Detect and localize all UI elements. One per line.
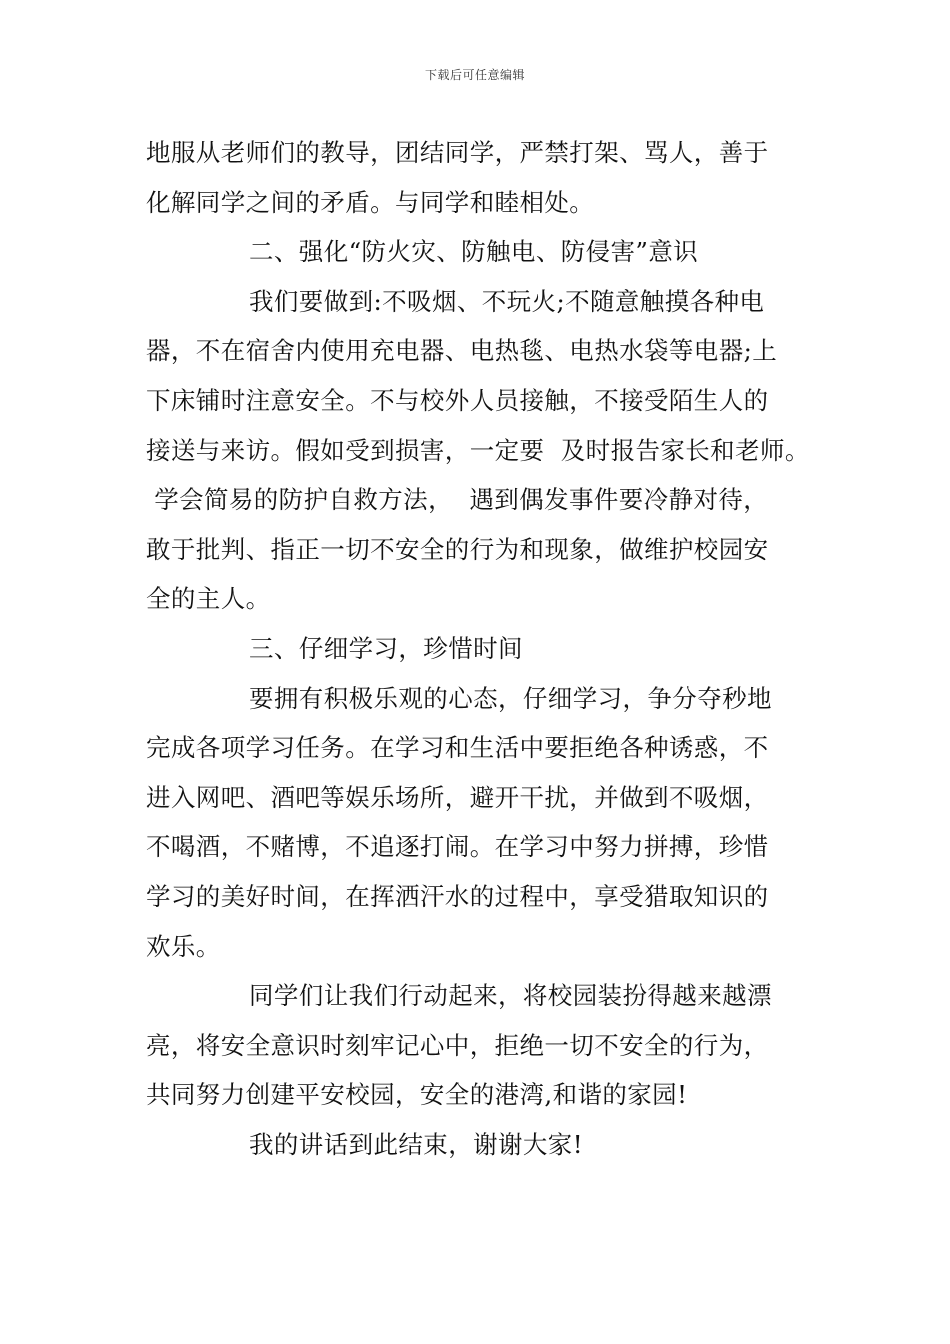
text-line: 学会简易的防护自救方法， 遇到偶发事件要冷静对待， <box>146 485 769 515</box>
document-body <box>146 128 826 1169</box>
paragraph-start: 同学们让我们行动起来，将校园装扮得越来越漂 <box>249 981 772 1011</box>
text-line: 器，不在宿舍内使用充电器、电热毯、电热水袋等电器;上 <box>146 336 778 366</box>
text-line: 学习的美好时间，在挥洒汗水的过程中，享受猎取知识的 <box>146 881 769 911</box>
text-line: 全的主人。 <box>146 584 271 614</box>
text-line: 不喝酒，不赌博，不追逐打闹。在学习中努力拼搏，珍惜 <box>146 832 769 862</box>
text-line: 亮，将安全意识时刻牢记心中，拒绝一切不安全的行为， <box>146 1030 769 1060</box>
text-line: 地服从老师们的教导，团结同学，严禁打架、骂人，善于 <box>146 138 769 167</box>
text-line: 进入网吧、酒吧等娱乐场所，避开干扰，并做到不吸烟， <box>146 782 769 812</box>
paragraph-start: 要拥有积极乐观的心态，仔细学习，争分夺秒地 <box>249 683 772 713</box>
text-line: 共同努力创建平安校园，安全的港湾,和谐的家园! <box>146 1080 688 1110</box>
text-line: 敢于批判、指正一切不安全的行为和现象，做维护校园安 <box>146 534 769 564</box>
text-line: 化解同学之间的矛盾。与同学和睦相处。 <box>146 187 595 217</box>
text-line: 欢乐。 <box>146 931 221 961</box>
section-heading-3: 三、仔细学习，珍惜时间 <box>249 633 523 663</box>
page-header: 下载后可任意编辑 <box>424 68 525 82</box>
paragraph-start: 我们要做到:不吸烟、不玩火;不随意触摸各种电 <box>249 286 765 316</box>
text-line: 下床铺时注意安全。不与校外人员接触，不接受陌生人的 <box>146 385 769 415</box>
text-line: 接送与来访。假如受到损害，一定要 及时报告家长和老师。 <box>146 435 810 465</box>
text-line: 完成各项学习任务。在学习和生活中要拒绝各种诱惑，不 <box>146 733 769 763</box>
section-heading-2: 二、强化“防火灾、防触电、防侵害”意识 <box>249 237 699 267</box>
closing-line: 我的讲话到此结束，谢谢大家! <box>249 1129 583 1159</box>
